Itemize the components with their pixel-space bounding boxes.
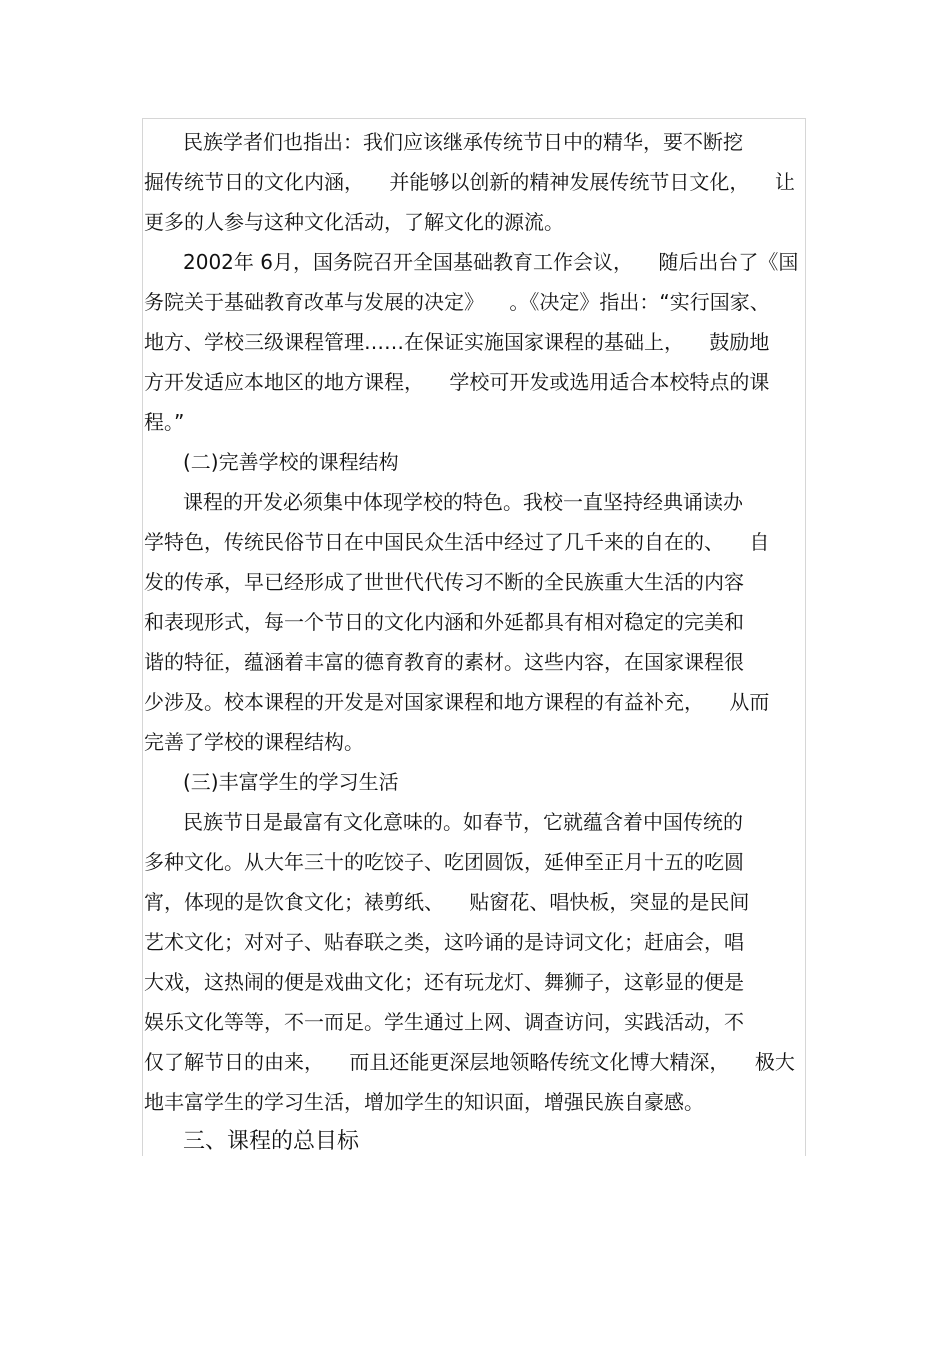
- paragraph-line: 娱乐文化等等，不一而足。学生通过上网、调查访问，实践活动，不: [144, 1010, 744, 1034]
- paragraph-line: 2002年 6月，国务院召开全国基础教育工作会议， 随后出台了《国: [183, 250, 799, 274]
- chapter-heading: 三、课程的总目标: [183, 1129, 360, 1154]
- paragraph-line: 和表现形式，每一个节日的文化内涵和外延都具有相对稳定的完美和: [144, 610, 744, 634]
- section-heading: (三)丰富学生的学习生活: [183, 770, 399, 794]
- paragraph-line: 课程的开发必须集中体现学校的特色。我校一直坚持经典诵读办: [183, 490, 743, 514]
- paragraph-line: 少涉及。校本课程的开发是对国家课程和地方课程的有益补充， 从而: [144, 690, 770, 714]
- paragraph-line: 宵，体现的是饮食文化；裱剪纸、 贴窗花、唱快板，突显的是民间: [144, 890, 750, 914]
- paragraph-line: 程。”: [144, 410, 185, 434]
- paragraph-line: 民族节日是最富有文化意味的。如春节，它就蕴含着中国传统的: [183, 810, 743, 834]
- paragraph-line: 民族学者们也指出：我们应该继承传统节日中的精华，要不断挖: [183, 130, 743, 154]
- paragraph-line: 谐的特征，蕴涵着丰富的德育教育的素材。这些内容，在国家课程很: [144, 650, 744, 674]
- paragraph-line: 地方、学校三级课程管理……在保证实施国家课程的基础上， 鼓励地: [144, 330, 770, 354]
- paragraph-line: 地丰富学生的学习生活，增加学生的知识面，增强民族自豪感。: [144, 1090, 704, 1114]
- paragraph-line: 艺术文化；对对子、贴春联之类，这吟诵的是诗词文化；赶庙会，唱: [144, 930, 744, 954]
- paragraph-line: 大戏，这热闹的便是戏曲文化；还有玩龙灯、舞狮子，这彰显的便是: [144, 970, 744, 994]
- paragraph-line: 掘传统节日的文化内涵， 并能够以创新的精神发展传统节日文化， 让: [144, 170, 795, 194]
- paragraph-line: 更多的人参与这种文化活动，了解文化的源流。: [144, 210, 564, 234]
- paragraph-line: 学特色，传统民俗节日在中国民众生活中经过了几千来的自在的、 自: [144, 530, 770, 554]
- paragraph-line: 多种文化。从大年三十的吃饺子、吃团圆饭，延伸至正月十五的吃圆: [144, 850, 744, 874]
- paragraph-line: 发的传承，早已经形成了世世代代传习不断的全民族重大生活的内容: [144, 570, 744, 594]
- section-heading: (二)完善学校的课程结构: [183, 450, 399, 474]
- paragraph-line: 完善了学校的课程结构。: [144, 730, 364, 754]
- paragraph-line: 务院关于基础教育改革与发展的决定》 。《决定》指出：“实行国家、: [144, 290, 770, 314]
- paragraph-line: 仅了解节日的由来， 而且还能更深层地领略传统文化博大精深， 极大: [144, 1050, 795, 1074]
- paragraph-line: 方开发适应本地区的地方课程， 学校可开发或选用适合本校特点的课: [144, 370, 770, 394]
